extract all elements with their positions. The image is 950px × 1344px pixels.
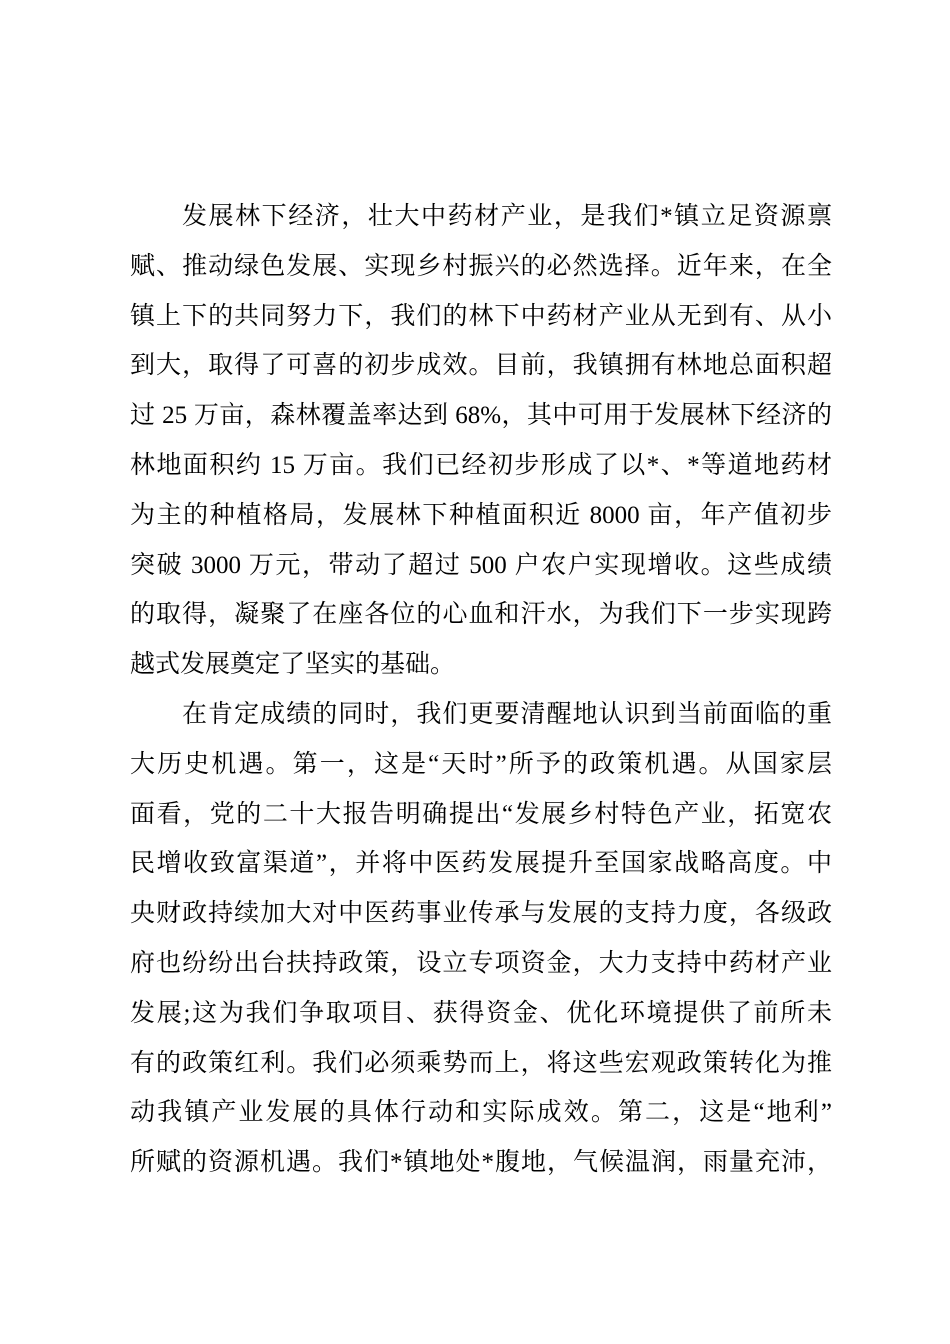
paragraph-1 bbox=[130, 192, 832, 690]
text-line: 央财政持续加大对中医药事业传承与发展的支持力度，各级政 bbox=[130, 900, 832, 928]
text-line: 大历史机遇。第一，这是“天时”所予的政策机遇。从国家层 bbox=[130, 750, 832, 778]
text-line: 突破 3000 万元，带动了超过 500 户农户实现增收。这些成绩 bbox=[130, 551, 832, 579]
text-line: 赋、推动绿色发展、实现乡村振兴的必然选择。近年来，在全 bbox=[130, 252, 832, 280]
text-line: 面看，党的二十大报告明确提出“发展乡村特色产业，拓宽农 bbox=[130, 800, 832, 828]
text-line: 发展;这为我们争取项目、获得资金、优化环境提供了前所未 bbox=[130, 999, 832, 1027]
document-body bbox=[130, 192, 832, 1188]
text-line: 发展林下经济，壮大中药材产业，是我们*镇立足资源禀 bbox=[182, 203, 832, 230]
text-line: 镇上下的共同努力下，我们的林下中药材产业从无到有、从小 bbox=[130, 302, 832, 330]
text-line: 的取得，凝聚了在座各位的心血和汗水，为我们下一步实现跨 bbox=[130, 601, 832, 629]
paragraph-2 bbox=[130, 690, 832, 1188]
text-line: 越式发展奠定了坚实的基础。 bbox=[130, 651, 456, 679]
text-line: 在肯定成绩的同时，我们更要清醒地认识到当前面临的重 bbox=[182, 700, 832, 728]
text-line: 所赋的资源机遇。我们*镇地处*腹地，气候温润，雨量充沛， bbox=[130, 1149, 832, 1177]
text-line: 动我镇产业发展的具体行动和实际成效。第二，这是“地利” bbox=[130, 1099, 832, 1127]
text-line: 过 25 万亩，森林覆盖率达到 68%，其中可用于发展林下经济的 bbox=[130, 402, 832, 430]
text-line: 林地面积约 15 万亩。我们已经初步形成了以*、*等道地药材 bbox=[130, 451, 832, 479]
text-line: 为主的种植格局，发展林下种植面积近 8000 亩，年产值初步 bbox=[130, 501, 832, 529]
text-line: 府也纷纷出台扶持政策，设立专项资金，大力支持中药材产业 bbox=[130, 949, 832, 977]
text-line: 民增收致富渠道”，并将中医药发展提升至国家战略高度。中 bbox=[130, 850, 832, 878]
text-line: 有的政策红利。我们必须乘势而上，将这些宏观政策转化为推 bbox=[130, 1049, 832, 1077]
text-line: 到大，取得了可喜的初步成效。目前，我镇拥有林地总面积超 bbox=[130, 352, 832, 380]
